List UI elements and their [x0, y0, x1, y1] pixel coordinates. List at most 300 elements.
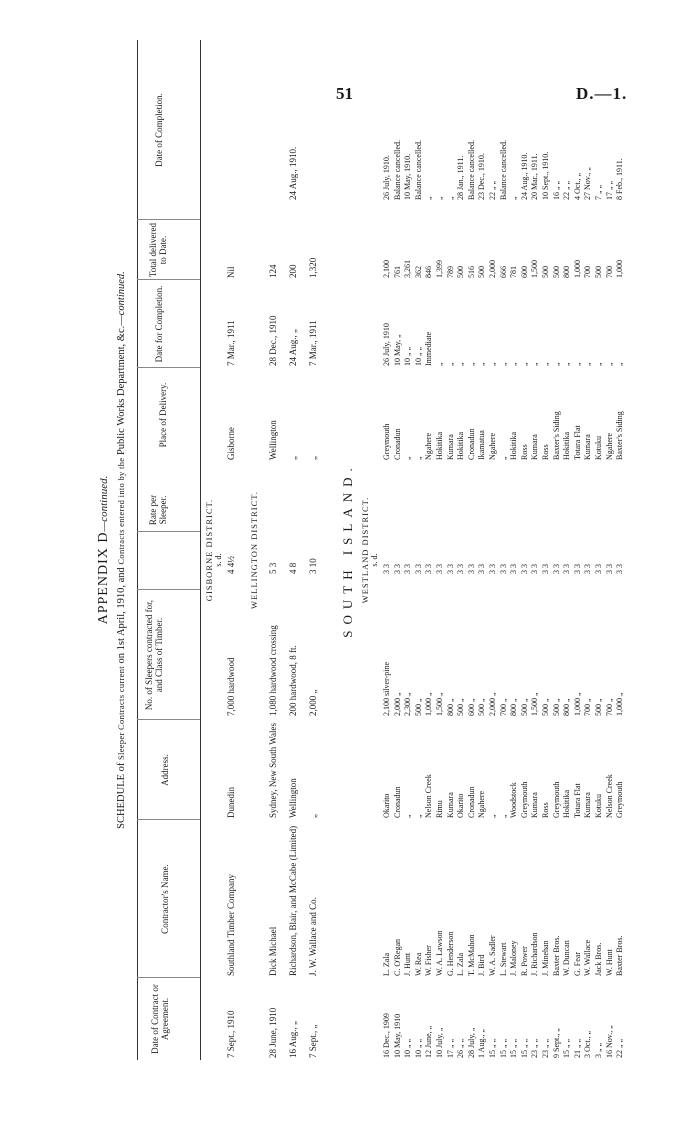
cell-completion: „: [498, 362, 508, 366]
cell-total: 600: [519, 266, 529, 278]
cell-completion: „: [562, 362, 572, 366]
cell-total: 700: [583, 266, 593, 278]
cell-date: 16 Aug., „: [288, 1021, 298, 1058]
district-wellington: WELLINGTON DISTRICT.: [249, 491, 259, 609]
table-row: [530, 40, 540, 1060]
table-row: [520, 40, 530, 1060]
cell-sleepers: 2,000 „: [488, 692, 497, 716]
table-row: [605, 40, 615, 1060]
cell-name: J. Maloney: [509, 940, 519, 976]
cell-total: 846: [424, 266, 434, 278]
cell-date: 15 „ „: [562, 1038, 572, 1058]
cell-total: 761: [392, 266, 402, 278]
cell-sleepers: 500 „: [456, 698, 466, 716]
schedule-name: Sleeper Contracts current: [116, 666, 126, 760]
cell-total: Nil: [226, 266, 236, 278]
cell-place: „: [308, 456, 318, 460]
cell-completion: „: [551, 362, 561, 366]
cell-rate: 5 3: [268, 562, 278, 574]
cell-name: J. Minehan: [541, 940, 550, 976]
header-completion: Date for Completion.: [154, 285, 164, 363]
cell-date: 15 „ „: [519, 1038, 529, 1058]
cell-sleepers: 500 „: [541, 698, 550, 716]
cell-name: Richardson, Blair, and McCabe (Limited): [288, 825, 298, 976]
cell-name: Southland Timber Company: [226, 873, 236, 976]
cell-rate: 3 3: [445, 564, 455, 574]
cell-place: Baxter's Siding: [615, 411, 625, 460]
cell-date: 23 „ „: [530, 1038, 540, 1058]
cell-address: Greymouth: [519, 781, 529, 818]
cell-date: 12 June, „: [424, 1025, 434, 1058]
cell-name: G. Fear: [572, 952, 582, 976]
table-row: [446, 40, 456, 1060]
cell-place: Ross: [519, 444, 529, 460]
table-row: [615, 40, 625, 1060]
table-row: [435, 40, 445, 1060]
cell-completion: „: [615, 362, 625, 366]
cell-address: Kumara: [530, 792, 540, 818]
cell-total: 200: [288, 264, 298, 278]
cell-completion: „: [541, 362, 550, 366]
cell-name: Baxter Bros.: [551, 935, 561, 976]
cell-done: Balance cancelled.: [392, 140, 402, 200]
district-westland: WESTLAND DISTRICT.: [360, 496, 370, 604]
cell-rate: 3 3: [583, 564, 593, 574]
header-bottom-rule: [200, 40, 201, 1060]
cell-date: 21 „ „: [572, 1038, 582, 1058]
col-divider: [137, 977, 200, 978]
cell-date: 10 „ „: [413, 1038, 423, 1058]
table-row: [424, 40, 434, 1060]
schedule-middle: on 1st April, 1910, and: [116, 567, 127, 664]
cell-address: Greymouth: [615, 781, 625, 818]
cell-date: 28 June, 1910: [268, 1007, 278, 1058]
cell-done: 17 „ „: [604, 180, 614, 200]
cell-sleepers: 500 „: [413, 698, 423, 716]
appendix-title-text: APPENDIX D: [96, 531, 111, 625]
cell-name: Baxter Bros.: [615, 935, 625, 976]
cell-place: Kumara: [530, 434, 540, 460]
cell-place: Baxter's Siding: [551, 411, 561, 460]
cell-name: W. Fisher: [424, 945, 434, 976]
cell-name: J. W. Wallace and Co.: [308, 897, 318, 976]
table-row: [594, 40, 604, 1060]
cell-completion: „: [530, 362, 540, 366]
cell-sleepers: 500 „: [551, 698, 561, 716]
cell-name: W. A. Lawson: [435, 930, 444, 976]
cell-address: Rimu: [435, 800, 444, 818]
cell-address: „: [413, 814, 423, 818]
cell-name: T. McMahon: [466, 934, 476, 976]
cell-completion: „: [477, 362, 487, 366]
cell-completion: Immediate: [424, 331, 434, 366]
table-row: [467, 40, 477, 1060]
cell-sleepers: 800 „: [509, 698, 519, 716]
cell-address: Ross: [541, 802, 550, 818]
cell-sleepers: 800 „: [445, 698, 455, 716]
cell-completion: „: [519, 362, 529, 366]
cell-place: „: [288, 456, 298, 460]
cell-total: 1,000: [572, 260, 582, 278]
cell-address: Cronadun: [392, 786, 402, 818]
rate-units-westland: s. d.: [370, 553, 379, 567]
cell-rate: 3 3: [530, 564, 540, 574]
cell-done: 23 Dec., 1910.: [477, 153, 487, 200]
cell-sleepers: 500 „: [477, 698, 487, 716]
cell-rate: 4 4½: [226, 556, 236, 574]
cell-name: Jack Bros.: [594, 942, 603, 976]
table-row: [403, 40, 413, 1060]
rotated-table-page: [92, 40, 677, 1060]
rate-units: s. d.: [214, 553, 223, 567]
cell-address: Greymouth: [551, 781, 561, 818]
cell-total: 362: [413, 266, 423, 278]
table-row: [268, 40, 286, 1060]
cell-date: 10 May, 1910: [392, 1013, 402, 1058]
table-row: [382, 40, 392, 1060]
cell-total: 781: [509, 266, 519, 278]
cell-completion: 10 May, „: [392, 334, 402, 366]
table-row: [226, 40, 244, 1060]
cell-total: 500: [456, 266, 466, 278]
cell-total: 1,399: [435, 260, 444, 278]
cell-completion: „: [572, 362, 582, 366]
cell-done: 24 Aug., 1910.: [519, 152, 529, 200]
cell-done: Balance cancelled.: [413, 140, 423, 200]
cell-total: 500: [541, 266, 550, 278]
cell-rate: 3 10: [308, 558, 318, 574]
cell-completion: „: [604, 362, 614, 366]
cell-completion: 28 Dec., 1910: [268, 315, 278, 366]
cell-address: Hokitika: [562, 790, 572, 818]
col-divider: [137, 279, 200, 280]
cell-sleepers: 2,300 „: [403, 692, 413, 716]
cell-address: Cronadun: [466, 786, 476, 818]
schedule-title: [116, 40, 127, 1060]
cell-name: L. Zala: [382, 952, 391, 976]
cell-rate: 3 3: [382, 564, 391, 574]
cell-sleepers: 700 „: [498, 698, 508, 716]
cell-completion: „: [435, 362, 444, 366]
cell-rate: 3 3: [413, 564, 423, 574]
cell-address: Totara Flat: [572, 783, 582, 818]
cell-completion: 10 „ „: [403, 346, 413, 366]
cell-date: 23 „ „: [541, 1038, 550, 1058]
cell-date: 15 „ „: [509, 1038, 519, 1058]
header-place: Place of Delivery.: [158, 382, 168, 448]
cell-date: 10 „ „: [403, 1038, 413, 1058]
header-address: Address.: [160, 754, 170, 786]
cell-done: 27 Nov., „: [583, 167, 593, 200]
cell-rate: 3 3: [488, 564, 497, 574]
cell-sleepers: 500 „: [594, 698, 603, 716]
cell-address: „: [498, 814, 508, 818]
cell-date: 16 Nov., „: [604, 1025, 614, 1058]
cell-total: 800: [562, 266, 572, 278]
cell-date: 15 „ „: [498, 1038, 508, 1058]
cell-completion: „: [456, 362, 466, 366]
col-divider: [137, 819, 200, 820]
cell-name: J. Richardson: [530, 932, 540, 976]
cell-done: 10 May, 1910.: [403, 153, 413, 200]
cell-place: Kotuku: [594, 436, 603, 460]
cell-total: 2,100: [382, 260, 391, 278]
header-total: Total delivered to Date.: [148, 222, 168, 278]
cell-date: 28 July, „: [466, 1027, 476, 1058]
cell-date: 9 Sept., „: [551, 1028, 561, 1058]
cell-date: 7 Sept., „: [308, 1024, 318, 1058]
cell-address: Ngahere: [477, 790, 487, 818]
cell-done: 22 „ „: [562, 180, 572, 200]
cell-completion: „: [509, 362, 519, 366]
page-number: 51: [336, 84, 353, 103]
table-row: [583, 40, 593, 1060]
cell-name: W. A. Sadler: [488, 935, 497, 976]
cell-rate: 3 3: [424, 564, 434, 574]
cell-date: 3 Oct., „: [583, 1030, 593, 1058]
col-divider: [137, 367, 200, 368]
schedule-tail: Public Works Department, &c.—: [116, 315, 127, 456]
cell-date: 7 Sept., 1910: [226, 1010, 236, 1058]
cell-address: Okarito: [382, 793, 391, 818]
cell-total: 789: [445, 266, 455, 278]
cell-date: 15 „ „: [488, 1038, 497, 1058]
header-sleepers: No. of Sleepers contracted for, and Class of Timber.: [144, 599, 164, 711]
cell-completion: „: [445, 362, 455, 366]
cell-completion: 7 Mar., 1911: [226, 320, 236, 366]
col-divider: [137, 531, 200, 532]
cell-rate: 3 3: [392, 564, 402, 574]
cell-place: „: [413, 456, 423, 460]
cell-rate: 3 3: [519, 564, 529, 574]
cell-completion: 24 Aug., „: [288, 329, 298, 366]
cell-done: Balance cancelled.: [498, 140, 508, 200]
table-row: [509, 40, 519, 1060]
cell-name: J. Hunt: [403, 952, 413, 976]
cell-name: W. Hunt: [604, 949, 614, 976]
table-row: [477, 40, 487, 1060]
cell-name: W. Rea: [413, 952, 423, 976]
cell-name: Dick Michael: [268, 926, 278, 976]
cell-sleepers: 700 „: [604, 698, 614, 716]
cell-done: 26 July, 1910.: [382, 155, 391, 200]
cell-sleepers: 500 „: [519, 698, 529, 716]
south-island-heading: SOUTH ISLAND.: [340, 462, 355, 638]
cell-rate: 3 3: [456, 564, 466, 574]
cell-total: 1,000: [615, 260, 625, 278]
cell-done: 10 Sept., 1910.: [541, 151, 550, 200]
cell-done: 20 Mar., 1911.: [530, 153, 540, 200]
cell-rate: 4 8: [288, 562, 298, 574]
cell-completion: „: [594, 362, 603, 366]
cell-place: Wellington: [268, 420, 278, 460]
cell-sleepers: 1,000 „: [424, 692, 434, 716]
cell-rate: 3 3: [551, 564, 561, 574]
cell-place: Hokitika: [562, 432, 572, 460]
cell-date: 17 „ „: [445, 1038, 455, 1058]
cell-done: „: [435, 196, 444, 200]
cell-address: Kotuku: [594, 794, 603, 818]
table-row: [488, 40, 498, 1060]
cell-name: J. Bird: [477, 954, 487, 976]
cell-place: Cronadun: [392, 428, 402, 460]
cell-address: „: [488, 814, 497, 818]
cell-place: Totara Flat: [572, 425, 582, 460]
cell-rate: 3 3: [562, 564, 572, 574]
table-row: [414, 40, 424, 1060]
cell-total: 500: [551, 266, 561, 278]
col-divider: [137, 219, 200, 220]
cell-address: „: [308, 814, 318, 818]
cell-place: Hokitika: [509, 432, 519, 460]
header-date-of-completion: Date of Completion.: [154, 93, 164, 167]
cell-name: R. Power: [519, 946, 529, 976]
cell-done: 7 „ „: [594, 184, 603, 200]
cell-address: Sydney, New South Wales: [268, 722, 278, 818]
cell-place: Kumara: [445, 434, 455, 460]
cell-rate: 3 3: [594, 564, 603, 574]
cell-place: Ross: [541, 444, 550, 460]
cell-address: Okarito: [456, 793, 466, 818]
document-reference: D.—1.: [576, 84, 628, 103]
cell-place: Ikamatua: [477, 430, 487, 460]
cell-date: 16 Dec., 1909: [382, 1013, 391, 1058]
cell-sleepers: 1,000 „: [615, 692, 625, 716]
cell-sleepers: 1,500 „: [530, 692, 540, 716]
cell-done: „: [424, 196, 434, 200]
schedule-continued: continued.: [116, 271, 127, 316]
cell-date: 3 „ „: [594, 1042, 603, 1058]
cell-place: Cronadun: [466, 428, 476, 460]
cell-rate: 3 3: [435, 564, 444, 574]
cell-total: 700: [604, 266, 614, 278]
cell-date: 22 „ „: [615, 1038, 625, 1058]
cell-done: 8 Feb., 1911.: [615, 158, 625, 200]
cell-done: 16 „ „: [551, 180, 561, 200]
header-contractor: Contractor's Name.: [160, 864, 170, 934]
table-row: [308, 40, 326, 1060]
cell-rate: 3 3: [509, 564, 519, 574]
cell-rate: 3 3: [572, 564, 582, 574]
cell-place: „: [498, 456, 508, 460]
cell-rate: 3 3: [498, 564, 508, 574]
table-row: [541, 40, 551, 1060]
cell-sleepers: 2,100 silver-pine: [382, 661, 391, 716]
cell-name: L. Stewart: [498, 942, 508, 976]
header-top-rule: [137, 40, 138, 1060]
cell-total: 3,261: [403, 260, 413, 278]
cell-total: 666: [498, 266, 508, 278]
cell-total: 500: [477, 266, 487, 278]
cell-completion: 10 „ „: [413, 346, 423, 366]
cell-rate: 3 3: [477, 564, 487, 574]
cell-total: 516: [466, 266, 476, 278]
table-row: [393, 40, 403, 1060]
cell-rate: 3 3: [604, 564, 614, 574]
col-divider: [137, 589, 200, 590]
cell-done: 22 „ „: [488, 180, 497, 200]
cell-completion: „: [583, 362, 593, 366]
cell-sleepers: 1,000 „: [572, 692, 582, 716]
cell-name: L. Zala: [456, 952, 466, 976]
header-rate: Rate per Sleeper.: [148, 494, 168, 526]
table-row: [456, 40, 466, 1060]
cell-total: 500: [594, 266, 603, 278]
cell-date: 1 Aug., „: [477, 1029, 487, 1058]
cell-total: 2,000: [488, 260, 497, 278]
cell-rate: 3 3: [541, 564, 550, 574]
cell-place: Kumara: [583, 434, 593, 460]
district-gisborne: GISBORNE DISTRICT.: [204, 498, 214, 602]
cell-sleepers: 700 „: [583, 698, 593, 716]
cell-address: Woodstock: [509, 782, 519, 818]
table-row: [499, 40, 509, 1060]
cell-done: 28 Jan., 1911.: [456, 155, 466, 200]
cell-sleepers: 1,500 „: [435, 692, 444, 716]
cell-total: 124: [268, 264, 278, 278]
cell-place: Ngahere: [424, 432, 434, 460]
schedule-name-2: Contracts entered into by the: [116, 457, 126, 565]
cell-address: „: [403, 814, 413, 818]
cell-rate: 3 3: [466, 564, 476, 574]
cell-completion: „: [488, 362, 497, 366]
cell-address: Nelson Creek: [604, 774, 614, 818]
cell-sleepers: 2,000 „: [308, 689, 318, 716]
table-row: [573, 40, 583, 1060]
cell-place: Gisborne: [226, 427, 236, 460]
cell-sleepers: 1,080 hardwood crossing: [268, 625, 278, 716]
cell-done: 24 Aug., 1910.: [288, 146, 298, 200]
cell-address: Dunedin: [226, 787, 236, 818]
cell-address: Nelson Creek: [424, 774, 434, 818]
header-date: Date of Contract or Agreement.: [150, 984, 170, 1054]
appendix-suffix: —continued.: [98, 475, 110, 532]
cell-address: Kumara: [445, 792, 455, 818]
cell-completion: 26 July, 1910: [382, 323, 391, 366]
schedule-prefix: SCHEDULE of: [116, 762, 127, 829]
cell-total: 1,320: [308, 257, 318, 278]
cell-sleepers: 7,000 hardwood: [226, 657, 236, 716]
cell-done: 4 Oct., „: [572, 172, 582, 200]
cell-rate: 3 3: [615, 564, 625, 574]
cell-done: „: [509, 196, 519, 200]
cell-place: Ngahere: [488, 432, 497, 460]
cell-rate: 3 3: [403, 564, 413, 574]
cell-address: Wellington: [288, 778, 298, 818]
cell-sleepers: 800 „: [562, 698, 572, 716]
cell-address: Kumara: [583, 792, 593, 818]
cell-total: 1,500: [530, 260, 540, 278]
cell-completion: „: [466, 362, 476, 366]
cell-completion: 7 Mar., 1911: [308, 320, 318, 366]
cell-done: Balance cancelled.: [466, 140, 476, 200]
table-row: [562, 40, 572, 1060]
cell-place: Ngahere: [604, 432, 614, 460]
cell-done: „: [445, 196, 455, 200]
cell-sleepers: 2,000 „: [392, 692, 402, 716]
cell-sleepers: 200 hardwood, 8 ft.: [288, 645, 298, 716]
cell-name: W. Wallace: [583, 939, 593, 976]
cell-place: Greymouth: [382, 423, 391, 460]
cell-name: G. Henderson: [445, 931, 455, 976]
cell-name: C. O'Regan: [392, 939, 402, 976]
appendix-title: [96, 40, 112, 1060]
cell-sleepers: 600 „: [466, 698, 476, 716]
table-row: [288, 40, 306, 1060]
cell-place: Hokitika: [456, 432, 466, 460]
cell-place: „: [403, 456, 413, 460]
cell-name: W. Duncan: [562, 940, 572, 976]
